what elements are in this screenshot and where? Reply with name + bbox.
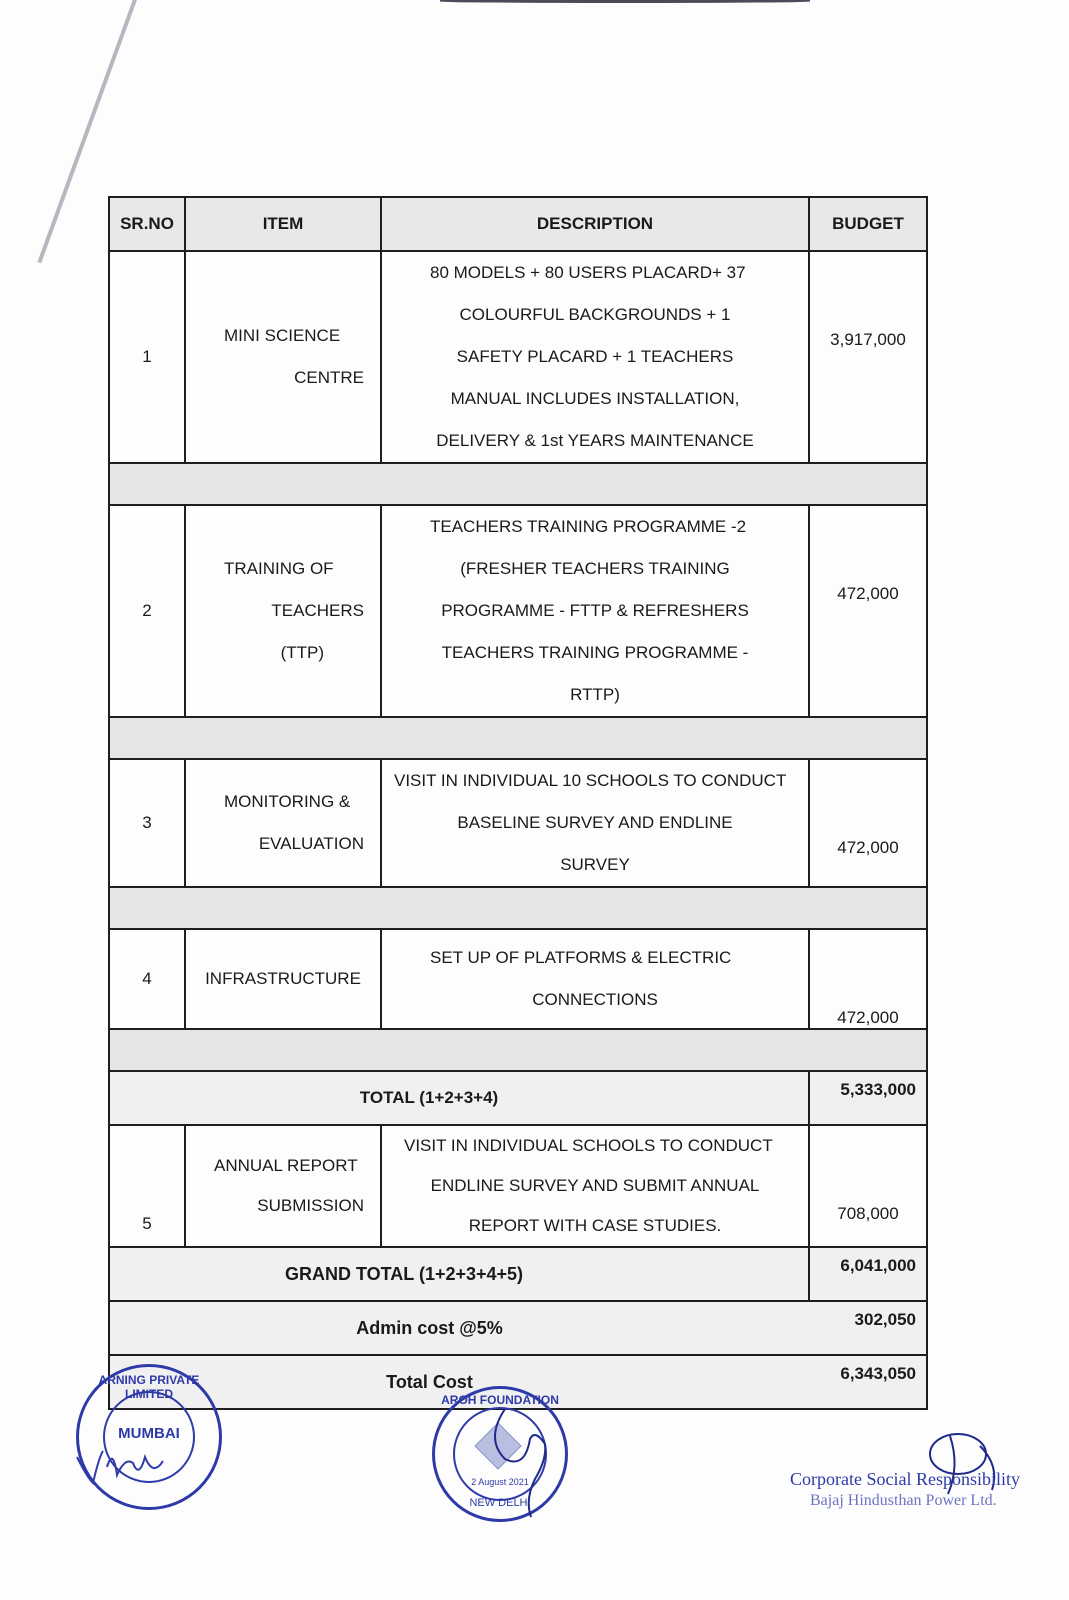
sr-no-cell: 1 bbox=[109, 251, 185, 463]
budget-table bbox=[108, 196, 928, 1410]
header-budget: BUDGET bbox=[809, 197, 927, 251]
description-line: VISIT IN INDIVIDUAL 10 SCHOOLS TO CONDUCT bbox=[394, 771, 787, 790]
admin-cost-value: 302,050 bbox=[809, 1301, 927, 1355]
item-line: TEACHERS bbox=[271, 601, 364, 620]
description-line: DELIVERY & 1st YEARS MAINTENANCE bbox=[436, 431, 754, 450]
stamp-ring-text: AROH FOUNDATION bbox=[441, 1393, 559, 1407]
description-line: VISIT IN INDIVIDUAL SCHOOLS TO CONDUCT bbox=[404, 1136, 773, 1155]
description-line: CONNECTIONS bbox=[532, 990, 658, 1009]
spacer-row bbox=[109, 1029, 927, 1071]
description-cell bbox=[381, 251, 809, 463]
subtotal-value: 5,333,000 bbox=[809, 1071, 927, 1125]
subtotal-label: TOTAL (1+2+3+4) bbox=[109, 1071, 809, 1125]
item-line: (TTP) bbox=[280, 643, 324, 662]
spacer-row bbox=[109, 887, 927, 929]
top-shadow bbox=[440, 0, 810, 3]
table-header-row bbox=[109, 197, 927, 251]
csr-line-1: Corporate Social Responsibility bbox=[790, 1469, 1020, 1489]
signature-icon bbox=[73, 1427, 183, 1487]
header-sr-no: SR.NO bbox=[109, 197, 185, 251]
item-line: TRAINING OF bbox=[224, 559, 334, 578]
description-line: BASELINE SURVEY AND ENDLINE bbox=[457, 813, 733, 832]
sr-no-cell: 4 bbox=[109, 929, 185, 1029]
sr-no-cell: 2 bbox=[109, 505, 185, 717]
description-line: SURVEY bbox=[560, 855, 630, 874]
grand-total-row bbox=[109, 1247, 927, 1301]
signature-icon bbox=[475, 1399, 565, 1519]
item-line: MINI SCIENCE bbox=[224, 326, 341, 345]
description-line: RTTP) bbox=[570, 685, 620, 704]
company-stamp-left bbox=[76, 1364, 222, 1510]
table-row bbox=[109, 251, 927, 463]
description-line: 80 MODELS + 80 USERS PLACARD+ 37 bbox=[430, 263, 746, 282]
budget-cell: 472,000 bbox=[809, 929, 927, 1029]
item-line: EVALUATION bbox=[258, 834, 364, 853]
item-cell bbox=[185, 251, 381, 463]
table-row bbox=[109, 1125, 927, 1247]
admin-cost-label: Admin cost @5% bbox=[109, 1301, 809, 1355]
description-line: ENDLINE SURVEY AND SUBMIT ANNUAL bbox=[430, 1176, 760, 1195]
description-line: (FRESHER TEACHERS TRAINING bbox=[460, 559, 730, 578]
stamp-ring-text: ARNING PRIVATE LIMITED bbox=[98, 1373, 200, 1401]
grand-total-value: 6,041,000 bbox=[809, 1247, 927, 1301]
admin-cost-row bbox=[109, 1301, 927, 1355]
header-item: ITEM bbox=[185, 197, 381, 251]
table-row bbox=[109, 759, 927, 887]
stamp-bottom-text: NEW DELHI bbox=[469, 1497, 531, 1509]
csr-signature-block bbox=[790, 1468, 1020, 1512]
description-cell bbox=[381, 505, 809, 717]
item-line: MONITORING & bbox=[224, 792, 351, 811]
budget-cell: 708,000 bbox=[809, 1125, 927, 1247]
description-cell bbox=[381, 1125, 809, 1247]
item-line: SUBMISSION bbox=[257, 1196, 364, 1215]
item-cell bbox=[185, 1125, 381, 1247]
budget-cell: 472,000 bbox=[809, 759, 927, 887]
description-line: TEACHERS TRAINING PROGRAMME -2 bbox=[430, 517, 747, 536]
item-cell bbox=[185, 505, 381, 717]
item-line: ANNUAL REPORT bbox=[214, 1156, 358, 1175]
spacer-row bbox=[109, 717, 927, 759]
subtotal-row bbox=[109, 1071, 927, 1125]
stamp-center-text: MUMBAI bbox=[118, 1425, 180, 1442]
description-line: COLOURFUL BACKGROUNDS + 1 bbox=[459, 305, 731, 324]
description-line: REPORT WITH CASE STUDIES. bbox=[468, 1216, 722, 1235]
stamp-date-text: 2 August 2021 bbox=[471, 1477, 529, 1487]
description-cell bbox=[381, 929, 809, 1029]
description-line: MANUAL INCLUDES INSTALLATION, bbox=[450, 389, 740, 408]
foundation-stamp bbox=[432, 1386, 568, 1522]
description-line: TEACHERS TRAINING PROGRAMME - bbox=[441, 643, 749, 662]
csr-line-2: Bajaj Hindusthan Power Ltd. bbox=[810, 1492, 997, 1509]
sr-no-cell: 5 bbox=[109, 1125, 185, 1247]
item-cell: INFRASTRUCTURE bbox=[185, 929, 381, 1029]
total-cost-label: Total Cost bbox=[109, 1355, 809, 1409]
grand-total-label: GRAND TOTAL (1+2+3+4+5) bbox=[109, 1247, 809, 1301]
budget-cell: 3,917,000 bbox=[809, 251, 927, 463]
table-row bbox=[109, 505, 927, 717]
spacer-row bbox=[109, 463, 927, 505]
budget-cell: 472,000 bbox=[809, 505, 927, 717]
sr-no-cell: 3 bbox=[109, 759, 185, 887]
description-line: SAFETY PLACARD + 1 TEACHERS bbox=[456, 347, 734, 366]
item-line: CENTRE bbox=[294, 368, 364, 387]
total-cost-value: 6,343,050 bbox=[809, 1355, 927, 1409]
item-cell bbox=[185, 759, 381, 887]
description-cell bbox=[381, 759, 809, 887]
table-row bbox=[109, 929, 927, 1029]
description-line: SET UP OF PLATFORMS & ELECTRIC bbox=[430, 948, 732, 967]
header-description: DESCRIPTION bbox=[381, 197, 809, 251]
description-line: PROGRAMME - FTTP & REFRESHERS bbox=[441, 601, 749, 620]
